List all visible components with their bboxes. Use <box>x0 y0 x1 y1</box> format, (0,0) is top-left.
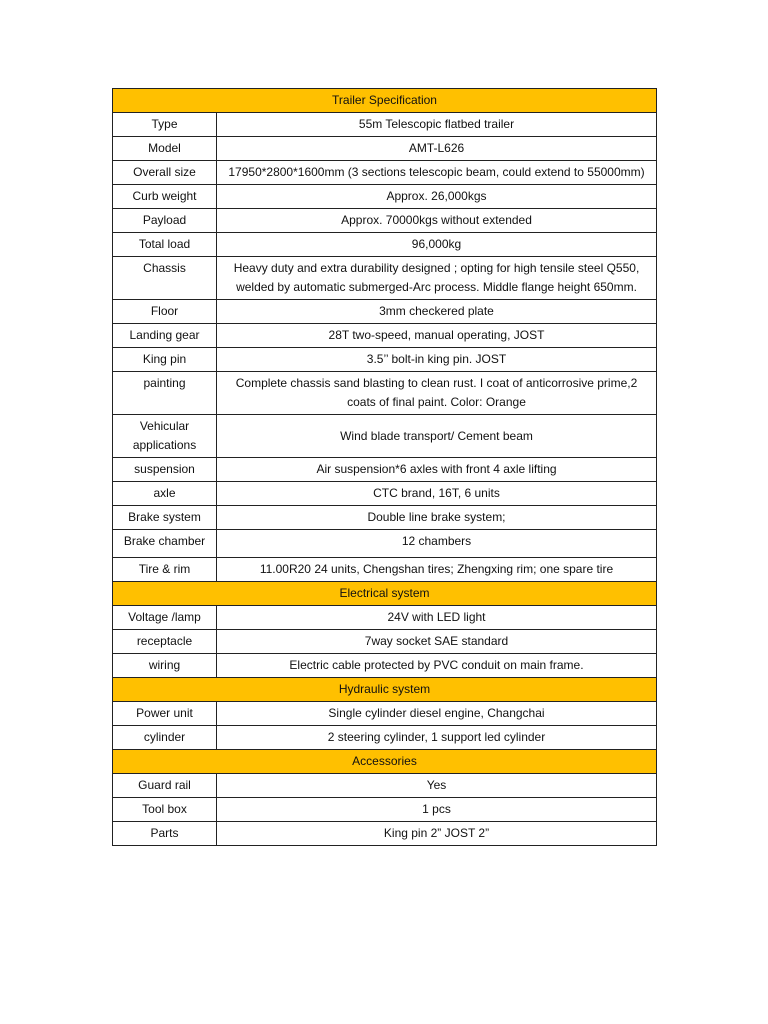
spec-value: Approx. 26,000kgs <box>217 185 657 209</box>
spec-label: Payload <box>113 209 217 233</box>
spec-label: Voltage /lamp <box>113 606 217 630</box>
spec-value: 55m Telescopic flatbed trailer <box>217 113 657 137</box>
spec-label: Overall size <box>113 161 217 185</box>
spec-label: Brake system <box>113 506 217 530</box>
spec-value: AMT-L626 <box>217 137 657 161</box>
spec-value: 11.00R20 24 units, Chengshan tires; Zhengxing rim; one spare tire <box>217 558 657 582</box>
section-title: Accessories <box>113 750 657 774</box>
section-title: Hydraulic system <box>113 678 657 702</box>
section-header-row <box>113 678 657 702</box>
spec-label: Tire & rim <box>113 558 217 582</box>
specification-table <box>112 88 657 846</box>
spec-row-total-load <box>113 233 657 257</box>
spec-label: Vehicular applications <box>113 415 217 458</box>
spec-label: axle <box>113 482 217 506</box>
spec-value: Air suspension*6 axles with front 4 axle lifting <box>217 458 657 482</box>
spec-value: Complete chassis sand blasting to clean rust. I coat of anticorrosive prime,2 coats of final paint. Color: Orange <box>217 372 657 415</box>
spec-row-payload <box>113 209 657 233</box>
spec-value: Electric cable protected by PVC conduit on main frame. <box>217 654 657 678</box>
spec-label: wiring <box>113 654 217 678</box>
spec-label: Landing gear <box>113 324 217 348</box>
spec-value: Yes <box>217 774 657 798</box>
section-title: Electrical system <box>113 582 657 606</box>
spec-value: 12 chambers <box>217 530 657 558</box>
spec-value: 17950*2800*1600mm (3 sections telescopic beam, could extend to 55000mm) <box>217 161 657 185</box>
spec-label: King pin <box>113 348 217 372</box>
spec-row-brake-chamber <box>113 530 657 558</box>
spec-value: Single cylinder diesel engine, Changchai <box>217 702 657 726</box>
spec-row-tire-rim <box>113 558 657 582</box>
spec-value: CTC brand, 16T, 6 units <box>217 482 657 506</box>
spec-row-painting <box>113 372 657 415</box>
spec-row-overall-size <box>113 161 657 185</box>
spec-label: Power unit <box>113 702 217 726</box>
spec-label: painting <box>113 372 217 415</box>
spec-value: 2 steering cylinder, 1 support led cylinder <box>217 726 657 750</box>
spec-label: Total load <box>113 233 217 257</box>
spec-value: 3.5’’ bolt-in king pin. JOST <box>217 348 657 372</box>
spec-row-landing-gear <box>113 324 657 348</box>
spec-row-voltage-lamp <box>113 606 657 630</box>
spec-label: Curb weight <box>113 185 217 209</box>
spec-row-chassis <box>113 257 657 300</box>
spec-value: King pin 2” JOST 2” <box>217 822 657 846</box>
section-header-row <box>113 89 657 113</box>
spec-label: Tool box <box>113 798 217 822</box>
spec-row-brake-system <box>113 506 657 530</box>
spec-label: Guard rail <box>113 774 217 798</box>
spec-value: 1 pcs <box>217 798 657 822</box>
section-title: Trailer Specification <box>113 89 657 113</box>
spec-value: 3mm checkered plate <box>217 300 657 324</box>
spec-value: 7way socket SAE standard <box>217 630 657 654</box>
spec-value: Approx. 70000kgs without extended <box>217 209 657 233</box>
spec-label: cylinder <box>113 726 217 750</box>
section-header-row <box>113 582 657 606</box>
spec-row-model <box>113 137 657 161</box>
spec-row-type <box>113 113 657 137</box>
spec-row-tool-box <box>113 798 657 822</box>
spec-row-cylinder <box>113 726 657 750</box>
section-header-row <box>113 750 657 774</box>
spec-value: 96,000kg <box>217 233 657 257</box>
spec-row-king-pin <box>113 348 657 372</box>
spec-row-curb-weight <box>113 185 657 209</box>
spec-label: receptacle <box>113 630 217 654</box>
spec-row-vehicular-applications <box>113 415 657 458</box>
spec-row-wiring <box>113 654 657 678</box>
spec-value: 28T two-speed, manual operating, JOST <box>217 324 657 348</box>
spec-value: Heavy duty and extra durability designed ; opting for high tensile steel Q550, welded by automatic submerged-Arc process. Middle flange height 650mm. <box>217 257 657 300</box>
spec-label: Parts <box>113 822 217 846</box>
spec-row-suspension <box>113 458 657 482</box>
spec-label: Floor <box>113 300 217 324</box>
spec-row-guard-rail <box>113 774 657 798</box>
spec-value: 24V with LED light <box>217 606 657 630</box>
spec-row-parts <box>113 822 657 846</box>
spec-row-floor <box>113 300 657 324</box>
spec-row-receptacle <box>113 630 657 654</box>
spec-label: Model <box>113 137 217 161</box>
spec-label: suspension <box>113 458 217 482</box>
spec-row-axle <box>113 482 657 506</box>
spec-label: Brake chamber <box>113 530 217 558</box>
spec-value: Wind blade transport/ Cement beam <box>217 415 657 458</box>
spec-value: Double line brake system; <box>217 506 657 530</box>
spec-label: Type <box>113 113 217 137</box>
spec-row-power-unit <box>113 702 657 726</box>
spec-label: Chassis <box>113 257 217 300</box>
